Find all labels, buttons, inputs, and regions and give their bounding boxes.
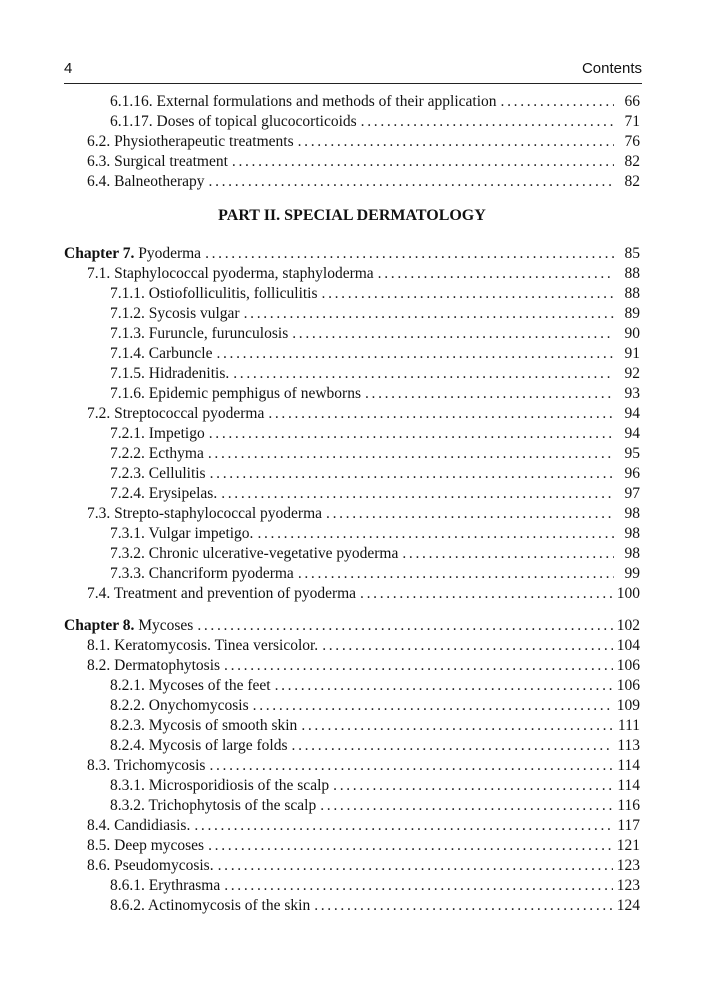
toc-entry-label: 7.2.3. Cellulitis [110,465,206,482]
chapter-label: Chapter 8. [64,617,135,634]
toc-entry[interactable] [110,876,640,896]
leader-dots [209,756,613,776]
running-title: Contents [581,60,642,77]
chapter-heading [64,244,201,264]
toc-entry-page: 82 [624,153,640,170]
toc-entry[interactable] [87,856,640,876]
toc-entry[interactable] [87,756,640,776]
leader-dots [208,836,613,856]
leader-dots [216,344,614,364]
leader-dots [218,856,613,876]
toc-entry-page: 98 [624,545,640,562]
leader-dots [224,656,613,676]
toc-entry-page: 100 [616,585,640,602]
toc-entry-page: 88 [624,285,640,302]
toc-entry-label: 7.1.6. Epidemic pemphigus of newborns [110,385,361,402]
toc-entry-page: 104 [616,637,640,654]
toc-entry[interactable] [87,264,640,284]
toc-entry-label: 8.2.4. Mycosis of large folds [110,737,288,754]
page-number: 4 [64,60,73,77]
toc-entry[interactable] [110,304,640,324]
toc-entry[interactable] [87,132,640,152]
leader-dots [314,896,613,916]
toc-entry[interactable] [87,584,640,604]
toc-entry-label: 8.6. Pseudomycosis. [87,857,214,874]
toc-entry[interactable] [110,364,640,384]
leader-dots [360,584,613,604]
toc-entry-label: 6.4. Balneotherapy [87,173,205,190]
toc-entry-label: 7.1.2. Sycosis vulgar [110,305,240,322]
leader-dots [292,324,614,344]
toc-entry-label: 7.4. Treatment and prevention of pyoderma [87,585,357,602]
toc-entry[interactable] [110,776,640,796]
toc-entry-label: 7.2. Streptococcal pyoderma [87,405,265,422]
leader-dots [402,544,614,564]
toc-entry[interactable] [110,92,640,112]
toc-entry-label: 7.1. Staphylococcal pyoderma, staphyloderma [87,265,374,282]
leader-dots [322,284,614,304]
leader-dots [320,796,613,816]
toc-chapter-entry[interactable] [64,244,640,264]
toc-entry-page: 76 [624,133,640,150]
toc-entry-page: 111 [617,717,640,734]
table-of-contents [0,92,704,916]
toc-entry-label: 7.3. Strepto-staphylococcal pyoderma [87,505,323,522]
leader-dots [210,464,614,484]
toc-entry-label: 8.3. Trichomycosis [87,757,206,774]
toc-entry-label: 8.2.3. Mycosis of smooth skin [110,717,298,734]
toc-entry-page: 106 [616,677,640,694]
toc-entry-page: 71 [624,113,640,130]
toc-entry[interactable] [110,736,640,756]
toc-entry-label: 7.1.1. Ostiofolliculitis, folliculitis [110,285,318,302]
toc-entry-label: 6.1.16. External formulations and methods of their application [110,93,497,110]
toc-entry[interactable] [110,424,640,444]
toc-entry-label: 7.3.3. Chancriform pyoderma [110,565,294,582]
toc-entry-label: 8.5. Deep mycoses [87,837,205,854]
leader-dots [209,424,614,444]
toc-entry-label: 8.6.1. Erythrasma [110,877,221,894]
toc-entry[interactable] [110,384,640,404]
toc-entry[interactable] [110,796,640,816]
toc-entry-page: 92 [624,365,640,382]
toc-entry-page: 113 [617,737,640,754]
toc-entry-page: 97 [624,485,640,502]
toc-entry[interactable] [110,284,640,304]
leader-dots [253,696,613,716]
chapter-title: Mycoses [138,617,194,634]
toc-entry-page: 98 [624,525,640,542]
toc-entry-page: 109 [616,697,640,714]
chapter-gap [0,604,704,616]
toc-entry[interactable] [110,464,640,484]
toc-entry-page: 117 [617,817,640,834]
leader-dots [221,484,614,504]
toc-section-before [0,92,704,192]
toc-entry-label: 7.1.3. Furuncle, furunculosis [110,325,289,342]
toc-entry[interactable] [110,544,640,564]
toc-entry[interactable] [87,836,640,856]
toc-entry[interactable] [87,504,640,524]
toc-entry-page: 96 [624,465,640,482]
toc-entry-page: 94 [624,405,640,422]
leader-dots [333,776,613,796]
leader-dots [197,616,612,636]
part-title: PART II. SPECIAL DERMATOLOGY [218,207,486,224]
toc-entry[interactable] [87,816,640,836]
leader-dots [224,876,613,896]
toc-chapter-entry[interactable] [64,616,640,636]
leader-dots [365,384,614,404]
leader-dots [298,132,614,152]
running-header [64,60,642,82]
toc-entry[interactable] [110,344,640,364]
toc-entry-label: 8.2. Dermatophytosis [87,657,221,674]
toc-entry-page: 121 [616,837,640,854]
toc-entry-page: 82 [624,173,640,190]
toc-entry-page: 98 [624,505,640,522]
toc-entry[interactable] [110,444,640,464]
toc-entry[interactable] [87,404,640,424]
leader-dots [233,364,614,384]
toc-entry-label: 7.2.1. Impetigo [110,425,205,442]
toc-entry-page: 123 [616,877,640,894]
toc-entry-page: 95 [624,445,640,462]
leader-dots [257,524,614,544]
toc-entry-label: 8.6.2. Actinomycosis of the skin [110,897,311,914]
leader-dots [232,152,614,172]
toc-entry-page: 88 [624,265,640,282]
toc-entry-page: 85 [624,245,640,262]
toc-entry-label: 7.1.4. Carbuncle [110,345,213,362]
leader-dots [361,112,614,132]
toc-entry-label: 8.2.1. Mycoses of the feet [110,677,271,694]
toc-entry-page: 106 [616,657,640,674]
toc-entry[interactable] [87,656,640,676]
toc-entry-page: 66 [624,93,640,110]
chapter-heading [64,616,193,636]
toc-entry[interactable] [87,636,640,656]
toc-entry-page: 94 [624,425,640,442]
header-rule [64,83,642,84]
toc-entry-label: 8.1. Keratomycosis. Tinea versicolor. [87,637,319,654]
toc-entry-page: 102 [616,617,640,634]
leader-dots [326,504,614,524]
leader-dots [292,736,614,756]
toc-entry[interactable] [87,152,640,172]
toc-entry-page: 123 [616,857,640,874]
toc-entry-label: 6.2. Physiotherapeutic treatments [87,133,294,150]
leader-dots [194,816,613,836]
chapter-title: Pyoderma [138,245,202,262]
toc-chapters [0,244,704,916]
leader-dots [378,264,614,284]
toc-entry[interactable] [110,484,640,504]
toc-entry-page: 116 [617,797,640,814]
toc-entry-page: 114 [617,757,640,774]
leader-dots [208,444,614,464]
leader-dots [298,564,614,584]
toc-entry-label: 8.3.2. Trichophytosis of the scalp [110,797,317,814]
chapter-label: Chapter 7. [64,245,135,262]
leader-dots [275,676,613,696]
toc-entry[interactable] [110,716,640,736]
toc-entry-label: 7.2.4. Erysipelas. [110,485,218,502]
toc-entry[interactable] [87,172,640,192]
toc-entry-label: 8.2.2. Onychomycosis [110,697,249,714]
toc-entry[interactable] [110,324,640,344]
toc-entry-page: 91 [624,345,640,362]
toc-entry-label: 8.3.1. Microsporidiosis of the scalp [110,777,330,794]
toc-entry-label: 7.2.2. Ecthyma [110,445,204,462]
toc-entry-page: 89 [624,305,640,322]
toc-entry[interactable] [110,676,640,696]
toc-entry-label: 6.3. Surgical treatment [87,153,228,170]
leader-dots [268,404,614,424]
toc-entry[interactable] [110,564,640,584]
leader-dots [205,244,614,264]
leader-dots [322,636,613,656]
toc-entry-label: 7.1.5. Hidradenitis. [110,365,230,382]
toc-entry-page: 124 [616,897,640,914]
toc-entry-label: 7.3.1. Vulgar impetigo. [110,525,254,542]
toc-entry-page: 99 [624,565,640,582]
toc-entry-page: 90 [624,325,640,342]
leader-dots [209,172,614,192]
toc-entry[interactable] [110,696,640,716]
leader-dots [301,716,614,736]
toc-entry-label: 6.1.17. Doses of topical glucocorticoids [110,113,357,130]
toc-entry-label: 8.4. Candidiasis. [87,817,191,834]
toc-entry-page: 114 [617,777,640,794]
leader-dots [501,92,614,112]
toc-entry-page: 93 [624,385,640,402]
toc-entry[interactable] [110,896,640,916]
toc-entry[interactable] [110,112,640,132]
leader-dots [244,304,614,324]
toc-entry-label: 7.3.2. Chronic ulcerative-vegetative pyoderma [110,545,399,562]
toc-entry[interactable] [110,524,640,544]
